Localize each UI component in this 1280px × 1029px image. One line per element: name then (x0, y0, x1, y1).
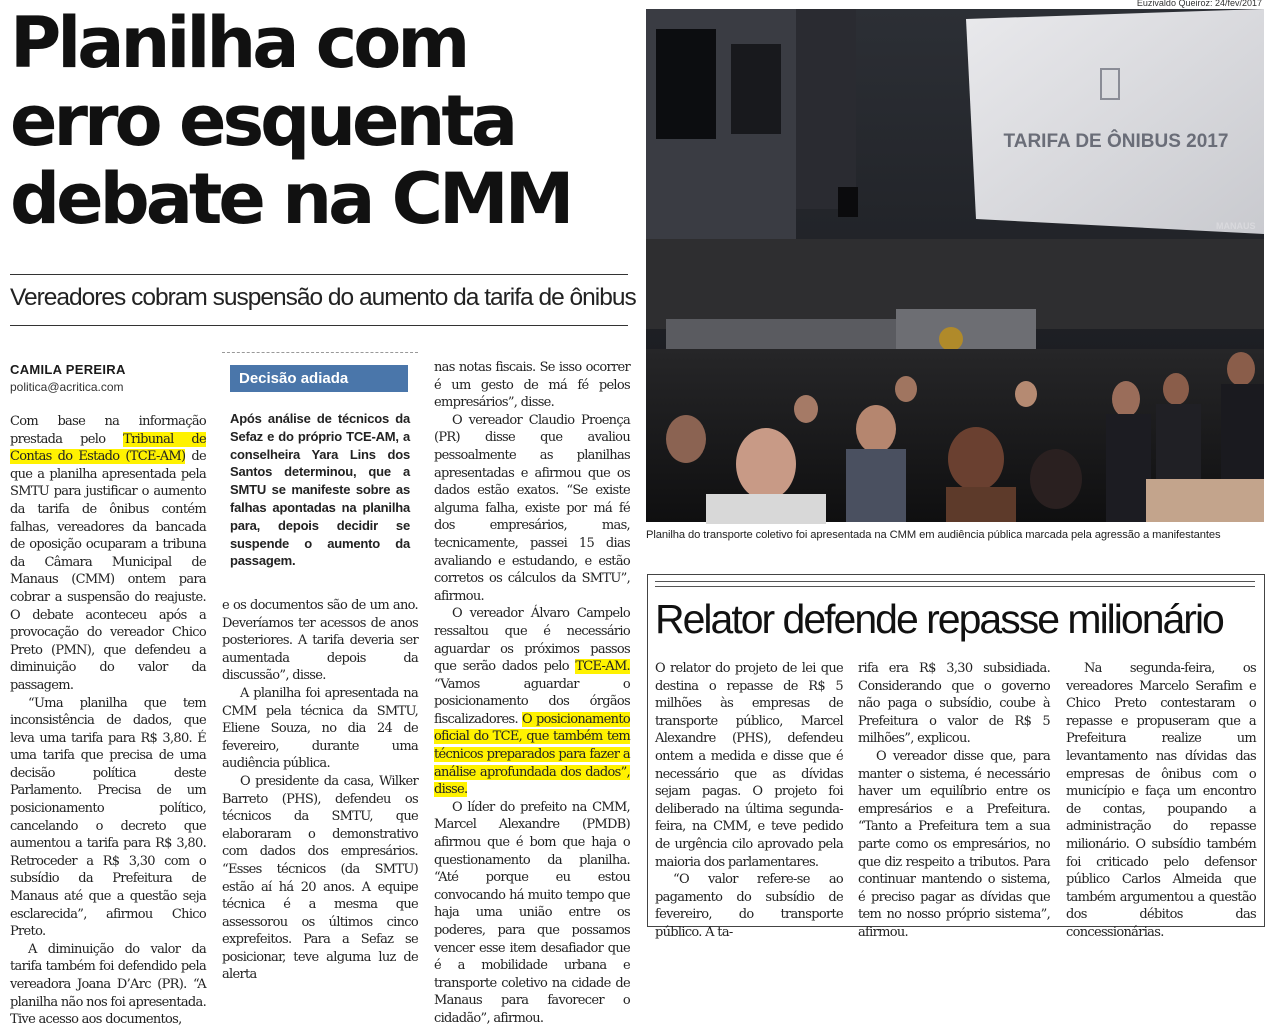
byline-author: CAMILA PEREIRA (10, 362, 126, 377)
paragraph (10, 413, 206, 695)
byline-email: politica@acritica.com (10, 380, 124, 394)
article-column-2 (222, 597, 418, 983)
paragraph: O líder do prefeito na CMM, Marcel Alexandre (PMDB) afirmou que é bom que haja o questionamento da planilha. “Até porque eu estou convocando há muito tempo que haja uma união entre os poderes, para que possamos vencer esse item desafiador que é a mobilidade urbana e transporte coletivo na cidade de Manaus para favorecer o cidadão”, afirmou. (434, 799, 630, 1026)
paragraph: O vereador disse que, para manter o sistema, é necessário haver um equilíbrio entre os empresários e a Prefeitura. “Tanto a Prefeitura tem a sua parte como os empresários, no que diz respeito a tributos. Para continuar mantendo o sistema, é preciso pagar as dívidas que tem no nosso próprio sistema”, afirmou. (858, 748, 1050, 940)
paragraph: “Uma planilha que tem inconsistência de dados, que leva uma tarifa para R$ 3,80. É uma tarifa que precisa de uma decisão política deste Parlamento. Precisa de um posicionamento político, cancelando o decreto que aumentou a tarifa para R$ 3,80. Retroceder a R$ 3,30 com o subsídio da Prefeitura de Manaus até que a questão seja esclarecida”, afirmou Chico Preto. (10, 695, 206, 940)
paragraph: A planilha foi apresentada na CMM pela técnica da SMTU, Eliene Souza, no dia 24 de fevereiro, durante uma audiência pública. (222, 685, 418, 772)
divider (655, 581, 1255, 582)
box-divider (222, 352, 418, 353)
subtitle: Vereadores cobram suspensão do aumento da tarifa de ônibus (10, 284, 636, 311)
paragraph: e os documentos são de um ano. Deveríamos ter acessos de anos posteriores. A tarifa deveria ser aumentada depois da discussão”, disse. (222, 598, 418, 684)
box-text: Após análise de técnicos da Sefaz e do próprio TCE-AM, a conselheira Yara Lins dos Santos determinou, que a SMTU se manifeste sobre as falhas apontadas na planilha para, depois decidir se suspende o aumento da passagem. (230, 411, 410, 569)
headline-line: Planilha com (10, 2, 467, 84)
paragraph: O vereador Claudio Proença (PR) disse que avaliou pessoalmente as planilhas apresentadas e afirmou que os dados estão exatos. “Se existe alguma falha, existe por má fé dos empresários, mas, tecnicamente, passei 15 dias avaliando e estudando, e estão corretos os cálculos da SMTU”, afirmou. (434, 412, 630, 604)
photo-illustration (646, 9, 1264, 522)
text-run: “Vamos aguardar o posicionamento dos órgãos fiscalizadores. (434, 676, 630, 727)
photo-credit: Euzivaldo Queiroz: 24/fev/2017 (1136, 0, 1262, 8)
highlighted-text: Tribunal de Contas do Estado (TCE-AM) (10, 431, 206, 465)
text-run: O vereador Álvaro Campelo ressaltou que é necessário aguardar os próximos passos que serão dados pelo (434, 606, 630, 675)
divider (10, 325, 628, 326)
screen-logo: MANAUS (1216, 221, 1256, 231)
divider (10, 274, 628, 275)
article-column-3 (434, 359, 630, 1026)
text-run: de que a planilha apresentada pela SMTU para justificar o aumento da tarifa de ônibus contém falhas, vereadores da bancada de oposição ocuparam a tribuna da Câmara Municipal de Manaus (CMM) ontem para cobrar a suspensão do reajuste. O debate aconteceu após a provocação do vereador Chico Preto (PMN), que defendeu a diminuição do valor da passagem. (10, 449, 206, 693)
paragraph: Na segunda-feira, os vereadores Marcelo Serafim e Chico Preto contestaram o repasse e propuseram que a Prefeitura realize um levantamento nas dívidas das empresas de ônibus com o município e faça um encontro de contas, poupando a administração do repasse milionário. O subsídio também foi criticado pelo defensor público Carlos Almeida que também argumentou a questão dos débitos das concessionárias. (1066, 661, 1256, 940)
highlighted-text: O posicionamento oficial do TCE, que também tem técnicos preparados para fazer a análise aprofundada dos dados”, disse. (434, 711, 630, 798)
side-story-column-3 (1066, 660, 1256, 940)
paragraph: O presidente da casa, Wilker Barreto (PHS), defendeu os técnicos da SMTU, que elaboraram o demonstrativo com dados dos empresários. “Esses técnicos (da SMTU) estão aí há 20 anos. A equipe técnica é a mesma que assessorou os últimos cinco exprefeitos. Para a Sefaz se posicionar, teve alguma luz de alerta (222, 773, 418, 983)
text-run: Com base na informação prestada pelo (10, 414, 206, 447)
headline-line: erro esquenta (10, 80, 515, 162)
article-column-1 (10, 413, 206, 1028)
side-story-column-1 (655, 660, 843, 940)
box-title: Decisão adiada (230, 365, 408, 392)
svg-text:TARIFA DE ÔNIBUS 2017: TARIFA DE ÔNIBUS 2017 (1003, 131, 1229, 152)
headline (10, 4, 630, 238)
side-story-headline: Relator defende repasse milionário (655, 596, 1223, 642)
paragraph: O relator do projeto de lei que destina o repasse de R$ 5 milhões às empresas de transporte público, Marcel Alexandre (PHS), defendeu ontem a medida e disse que é necessário que as dívidas sejam pagas. O projeto foi deliberado na última segunda-feira, na CMM, e teve pedido de urgência cilo aprovado pela maioria dos parlamentares. (655, 661, 843, 870)
side-story-column-2 (858, 660, 1050, 940)
screen-title (1004, 130, 1229, 152)
paragraph: “O valor refere-se ao pagamento do subsídio de fevereiro, do transporte público. A ta- (655, 872, 843, 940)
photo-caption: Planilha do transporte coletivo foi apresentada na CMM em audiência pública marcada pela agressão a manifestantes (646, 529, 1221, 541)
paragraph (434, 605, 630, 799)
news-photo (646, 9, 1264, 522)
paragraph: nas notas fiscais. Se isso ocorrer é um gesto de má fé pelos empresários”, disse. (434, 360, 630, 411)
divider (655, 586, 1255, 587)
paragraph: rifa era R$ 3,30 subsidiada. Considerando que o governo não paga o subsídio, coube à Prefeitura o valor de R$ 5 milhões”, explicou. (858, 661, 1050, 747)
paragraph: A diminuição do valor da tarifa também foi defendido pela vereadora Joana D’Arc (PR). “A planilha não nos foi apresentada. Tive acesso aos documentos, (10, 941, 206, 1028)
headline-line: debate na CMM (10, 158, 571, 240)
highlighted-text: TCE-AM. (575, 659, 630, 675)
